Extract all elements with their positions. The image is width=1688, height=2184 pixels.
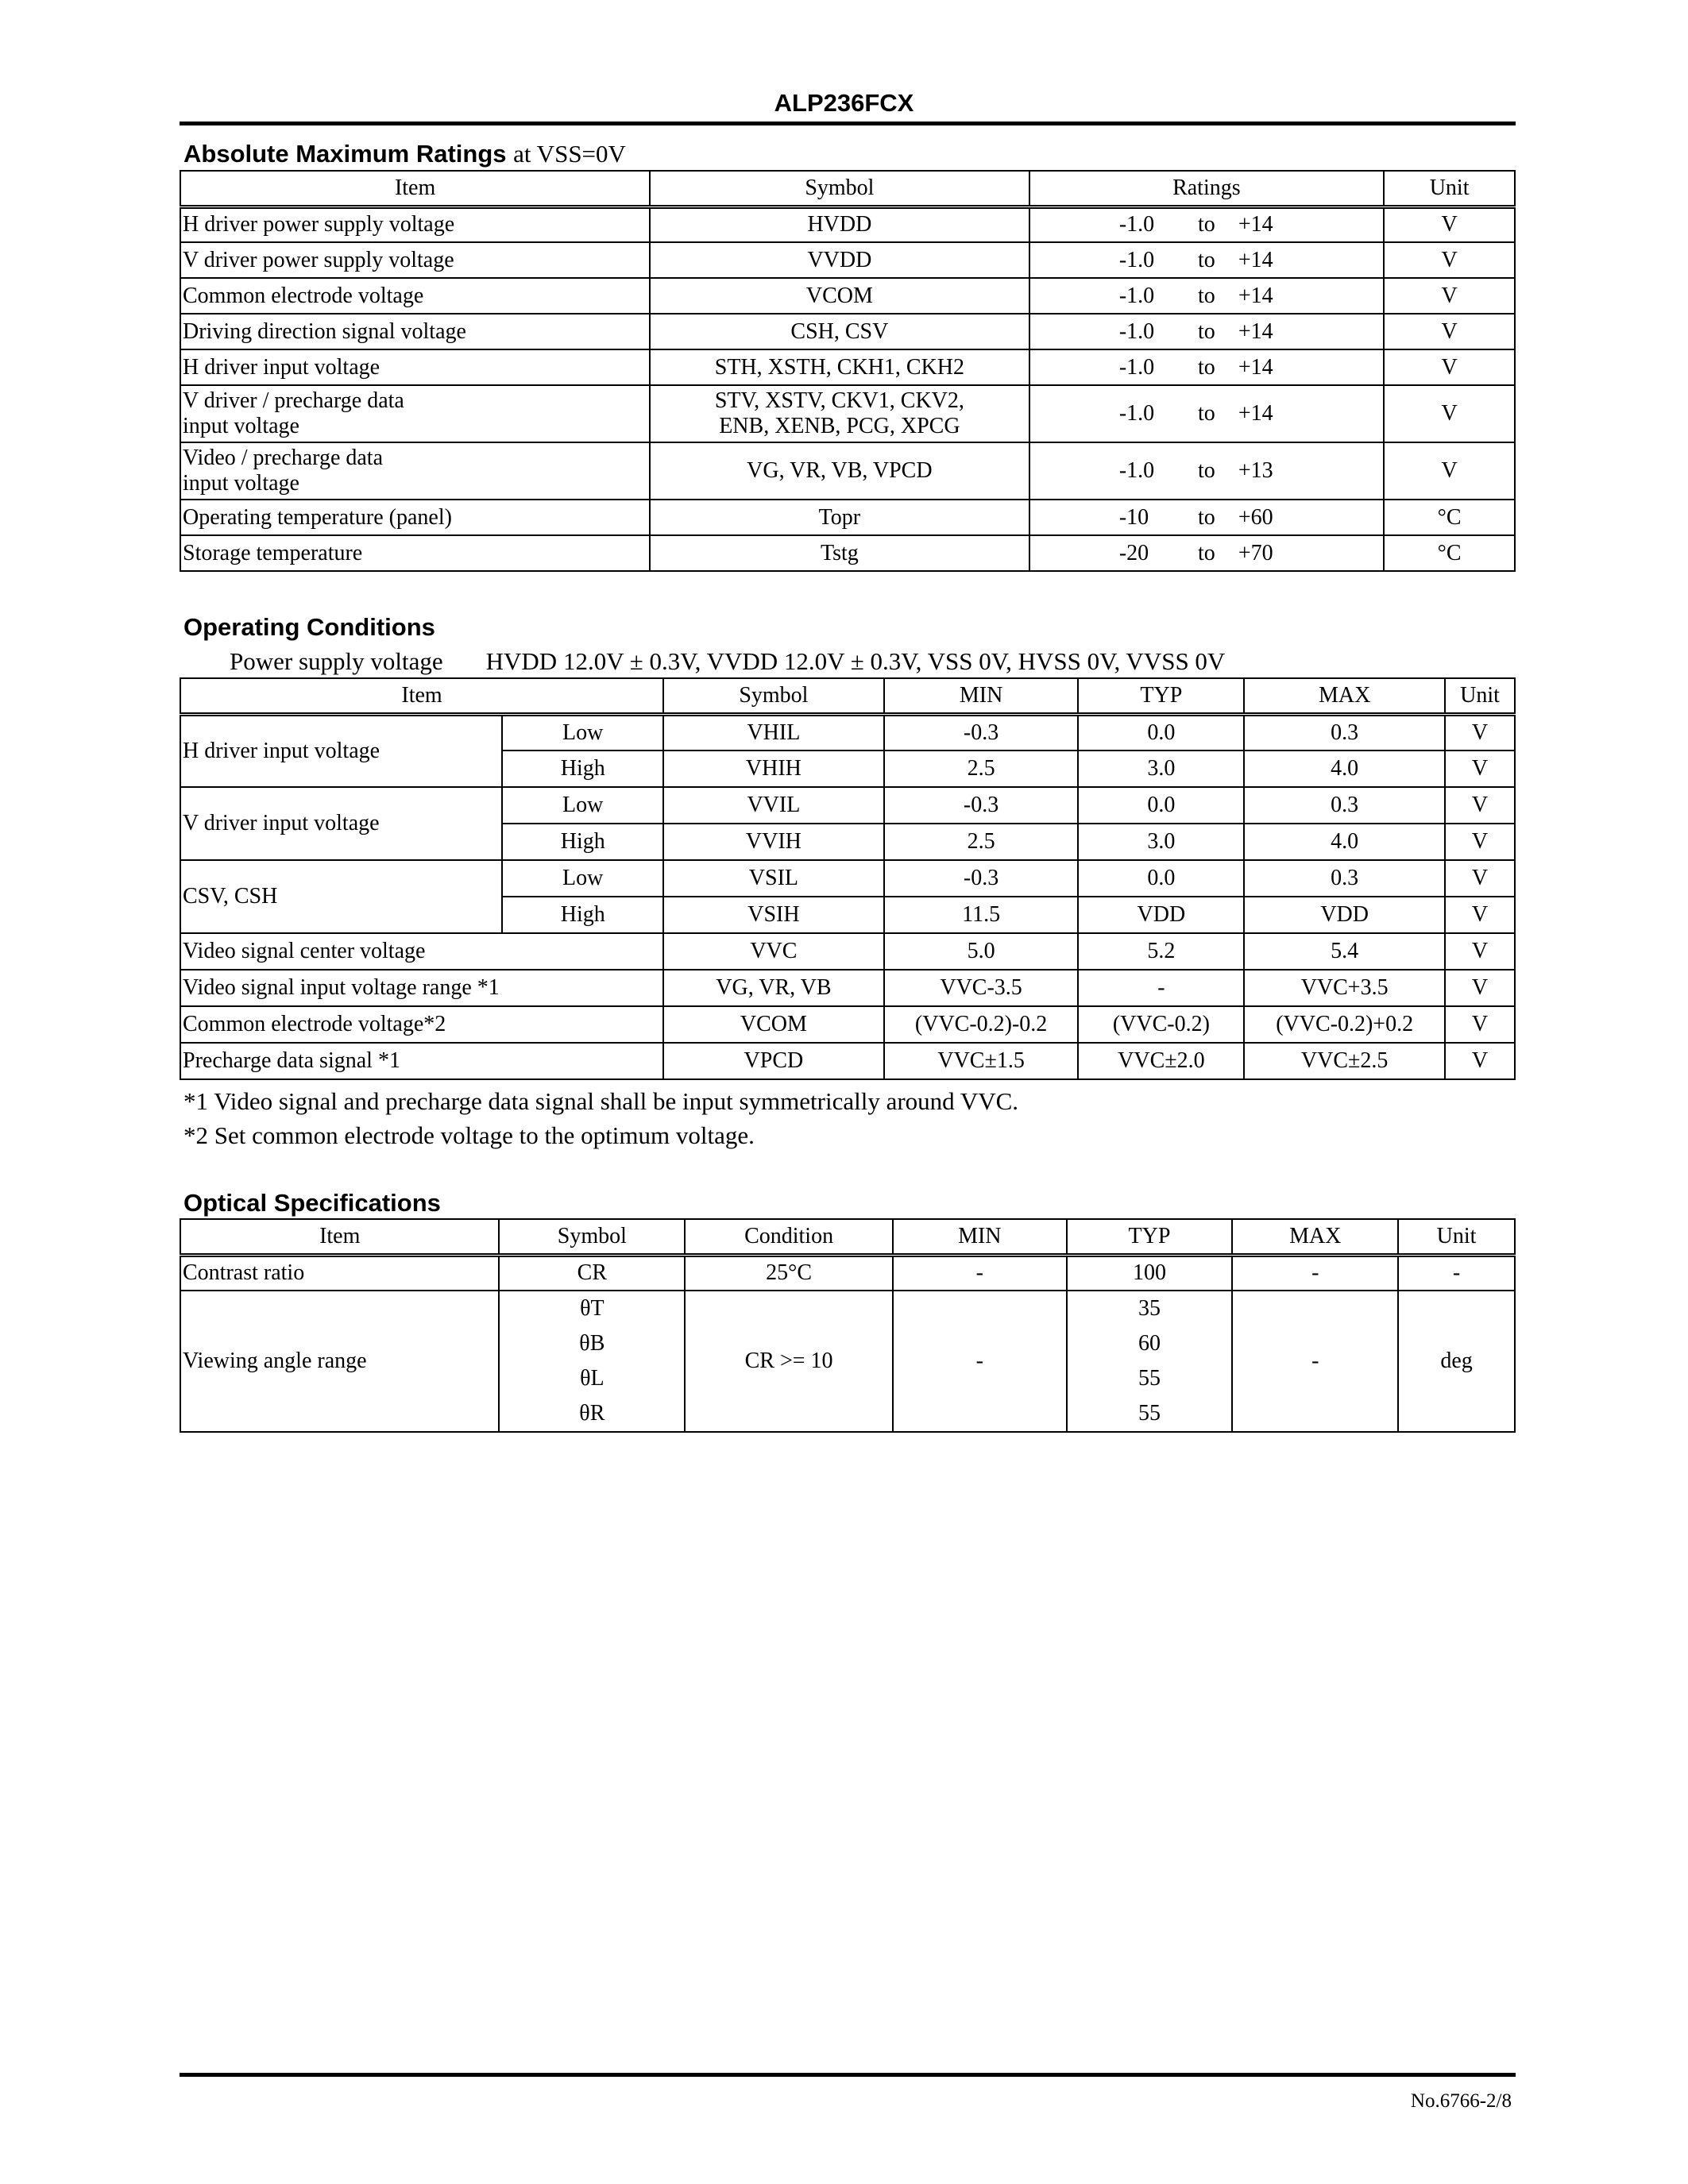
page-number: No.6766-2/8 <box>1410 2090 1512 2112</box>
abs-max-symbol: VVDD <box>650 242 1029 278</box>
rating-to: to <box>1197 458 1215 484</box>
abs-max-unit: V <box>1384 349 1515 385</box>
abs-max-symbol: STH, XSTH, CKH1, CKH2 <box>650 349 1029 385</box>
footnote-1: *1 Video signal and precharge data signal shall be input symmetrically around VVC. <box>183 1087 1019 1115</box>
operating-conditions-title: Operating Conditions <box>183 613 435 641</box>
abs-max-title: Absolute Maximum Ratings <box>183 140 507 168</box>
operating-unit: V <box>1445 933 1515 970</box>
operating-typ: VDD <box>1078 897 1244 933</box>
abs-max-rating <box>1029 278 1385 314</box>
abs-max-symbol: Tstg <box>650 535 1029 571</box>
abs-max-row <box>180 385 1515 442</box>
operating-typ: 5.2 <box>1078 933 1244 970</box>
operating-header-unit: Unit <box>1445 678 1515 714</box>
rating-to: to <box>1197 354 1215 380</box>
abs-max-symbol: HVDD <box>650 206 1029 242</box>
rating-min: -10 <box>1118 504 1149 530</box>
operating-level: High <box>502 751 663 787</box>
operating-min: 2.5 <box>884 751 1079 787</box>
abs-max-unit: V <box>1384 442 1515 500</box>
operating-item: Precharge data signal *1 <box>180 1043 663 1079</box>
operating-min: VVC-3.5 <box>884 970 1079 1006</box>
abs-max-item-line: input voltage <box>183 414 299 438</box>
contrast-typ: 100 <box>1067 1255 1233 1291</box>
operating-header-item: Item <box>180 678 663 714</box>
rating-max: +14 <box>1238 318 1273 344</box>
operating-conditions-table <box>180 677 1516 1080</box>
operating-min: -0.3 <box>884 714 1079 751</box>
viewing-condition: CR >= 10 <box>685 1291 893 1432</box>
abs-max-item <box>180 385 650 442</box>
viewing-symbol: θL <box>580 1366 605 1391</box>
operating-typ: 0.0 <box>1078 860 1244 897</box>
abs-max-unit: V <box>1384 278 1515 314</box>
operating-symbol: VPCD <box>663 1043 884 1079</box>
operating-row <box>180 933 1515 970</box>
rating-to: to <box>1197 247 1215 272</box>
viewing-typ-values <box>1067 1291 1233 1432</box>
rating-max: +70 <box>1238 540 1273 565</box>
operating-row <box>180 714 1515 751</box>
abs-max-symbol-line: STV, XSTV, CKV1, CKV2, <box>714 388 964 413</box>
viewing-symbol: θR <box>579 1401 605 1426</box>
operating-unit: V <box>1445 1006 1515 1043</box>
operating-unit: V <box>1445 1043 1515 1079</box>
operating-item: Video signal input voltage range *1 <box>180 970 663 1006</box>
abs-max-rating <box>1029 349 1385 385</box>
operating-typ: 0.0 <box>1078 787 1244 824</box>
abs-max-item: V driver power supply voltage <box>180 242 650 278</box>
operating-level: Low <box>502 787 663 824</box>
operating-item: Video signal center voltage <box>180 933 663 970</box>
operating-max: 0.3 <box>1244 787 1445 824</box>
viewing-min: - <box>893 1291 1067 1432</box>
viewing-symbols <box>499 1291 685 1432</box>
optical-header-min: MIN <box>893 1219 1067 1255</box>
operating-max: VVC+3.5 <box>1244 970 1445 1006</box>
abs-max-row <box>180 242 1515 278</box>
rating-to: to <box>1197 504 1215 530</box>
operating-item: H driver input voltage <box>180 714 502 787</box>
abs-max-table <box>180 170 1516 572</box>
optical-header-max: MAX <box>1232 1219 1398 1255</box>
operating-max: 0.3 <box>1244 714 1445 751</box>
abs-max-rating <box>1029 242 1385 278</box>
power-supply-line <box>230 647 1225 676</box>
viewing-max: - <box>1232 1291 1398 1432</box>
operating-item: Common electrode voltage*2 <box>180 1006 663 1043</box>
abs-max-item <box>180 442 650 500</box>
operating-typ: 3.0 <box>1078 751 1244 787</box>
operating-row <box>180 1043 1515 1079</box>
rating-min: -20 <box>1118 540 1149 565</box>
operating-unit: V <box>1445 714 1515 751</box>
operating-level: High <box>502 824 663 860</box>
operating-symbol: VVIL <box>663 787 884 824</box>
optical-header-row <box>180 1219 1515 1255</box>
operating-max: (VVC-0.2)+0.2 <box>1244 1006 1445 1043</box>
operating-max: 4.0 <box>1244 751 1445 787</box>
operating-level: High <box>502 897 663 933</box>
contrast-condition: 25°C <box>685 1255 893 1291</box>
contrast-max: - <box>1232 1255 1398 1291</box>
rating-min: -1.0 <box>1118 401 1155 426</box>
abs-max-section-title <box>183 140 626 168</box>
abs-max-rating <box>1029 535 1385 571</box>
abs-max-row <box>180 206 1515 242</box>
abs-max-header-symbol: Symbol <box>650 171 1029 206</box>
abs-max-item: Driving direction signal voltage <box>180 314 650 349</box>
viewing-typ: 35 <box>1138 1296 1161 1321</box>
rating-max: +14 <box>1238 401 1273 426</box>
operating-item: CSV, CSH <box>180 860 502 933</box>
abs-max-item-line: Video / precharge data <box>183 445 384 470</box>
operating-symbol: VHIL <box>663 714 884 751</box>
power-supply-label: Power supply voltage <box>230 647 443 675</box>
optical-header-typ: TYP <box>1067 1219 1233 1255</box>
operating-max: 4.0 <box>1244 824 1445 860</box>
operating-typ: 3.0 <box>1078 824 1244 860</box>
abs-max-symbol: Topr <box>650 500 1029 535</box>
optical-header-unit: Unit <box>1398 1219 1515 1255</box>
operating-min: (VVC-0.2)-0.2 <box>884 1006 1079 1043</box>
rating-max: +60 <box>1238 504 1273 530</box>
abs-max-row <box>180 442 1515 500</box>
operating-level: Low <box>502 860 663 897</box>
optical-header-condition: Condition <box>685 1219 893 1255</box>
operating-unit: V <box>1445 897 1515 933</box>
operating-header-symbol: Symbol <box>663 678 884 714</box>
top-rule <box>180 122 1516 125</box>
abs-max-rating <box>1029 385 1385 442</box>
abs-max-item: Common electrode voltage <box>180 278 650 314</box>
abs-max-item: Operating temperature (panel) <box>180 500 650 535</box>
abs-max-rating <box>1029 500 1385 535</box>
abs-max-row <box>180 500 1515 535</box>
operating-typ: VVC±2.0 <box>1078 1043 1244 1079</box>
abs-max-rating <box>1029 442 1385 500</box>
abs-max-rating <box>1029 314 1385 349</box>
abs-max-symbol: CSH, CSV <box>650 314 1029 349</box>
operating-unit: V <box>1445 824 1515 860</box>
operating-max: VVC±2.5 <box>1244 1043 1445 1079</box>
operating-symbol: VVIH <box>663 824 884 860</box>
viewing-item: Viewing angle range <box>180 1291 499 1432</box>
operating-row <box>180 860 1515 897</box>
abs-max-header-ratings: Ratings <box>1029 171 1385 206</box>
viewing-unit: deg <box>1398 1291 1515 1432</box>
operating-max: 0.3 <box>1244 860 1445 897</box>
contrast-symbol: CR <box>499 1255 685 1291</box>
rating-max: +14 <box>1238 283 1273 308</box>
abs-max-header-row <box>180 171 1515 206</box>
operating-symbol: VVC <box>663 933 884 970</box>
optical-header-symbol: Symbol <box>499 1219 685 1255</box>
operating-unit: V <box>1445 860 1515 897</box>
abs-max-item-line: input voltage <box>183 471 299 496</box>
rating-min: -1.0 <box>1118 212 1155 237</box>
abs-max-rating <box>1029 206 1385 242</box>
operating-header-max: MAX <box>1244 678 1445 714</box>
rating-max: +14 <box>1238 212 1273 237</box>
abs-max-unit: V <box>1384 314 1515 349</box>
operating-unit: V <box>1445 787 1515 824</box>
rating-min: -1.0 <box>1118 318 1155 344</box>
operating-symbol: VSIH <box>663 897 884 933</box>
operating-symbol: VCOM <box>663 1006 884 1043</box>
abs-max-unit: V <box>1384 206 1515 242</box>
operating-typ: (VVC-0.2) <box>1078 1006 1244 1043</box>
rating-to: to <box>1197 212 1215 237</box>
rating-min: -1.0 <box>1118 247 1155 272</box>
operating-header-row <box>180 678 1515 714</box>
contrast-unit: - <box>1398 1255 1515 1291</box>
operating-min: -0.3 <box>884 860 1079 897</box>
abs-max-unit: °C <box>1384 535 1515 571</box>
operating-header-min: MIN <box>884 678 1079 714</box>
rating-to: to <box>1197 401 1215 426</box>
rating-min: -1.0 <box>1118 458 1155 484</box>
optical-contrast-row <box>180 1255 1515 1291</box>
abs-max-row <box>180 314 1515 349</box>
abs-max-row <box>180 349 1515 385</box>
operating-header-typ: TYP <box>1078 678 1244 714</box>
abs-max-symbol-line: ENB, XENB, PCG, XPCG <box>719 414 960 438</box>
contrast-item: Contrast ratio <box>180 1255 499 1291</box>
rating-max: +14 <box>1238 247 1273 272</box>
abs-max-row <box>180 535 1515 571</box>
operating-row <box>180 970 1515 1006</box>
operating-max: 5.4 <box>1244 933 1445 970</box>
abs-max-item: Storage temperature <box>180 535 650 571</box>
power-supply-values: HVDD 12.0V ± 0.3V, VVDD 12.0V ± 0.3V, VSS 0V, HVSS 0V, VVSS 0V <box>485 647 1226 675</box>
rating-to: to <box>1197 283 1215 308</box>
abs-max-symbol <box>650 385 1029 442</box>
operating-unit: V <box>1445 751 1515 787</box>
optical-header-item: Item <box>180 1219 499 1255</box>
viewing-typ: 55 <box>1138 1401 1161 1426</box>
operating-min: 11.5 <box>884 897 1079 933</box>
optical-specifications-table <box>180 1218 1516 1433</box>
document-title: ALP236FCX <box>774 89 914 117</box>
operating-typ: 0.0 <box>1078 714 1244 751</box>
operating-unit: V <box>1445 970 1515 1006</box>
operating-row <box>180 1006 1515 1043</box>
abs-max-unit: °C <box>1384 500 1515 535</box>
abs-max-title-suffix: at VSS=0V <box>513 140 626 168</box>
rating-to: to <box>1197 318 1215 344</box>
operating-level: Low <box>502 714 663 751</box>
operating-typ: - <box>1078 970 1244 1006</box>
contrast-min: - <box>893 1255 1067 1291</box>
operating-symbol: VG, VR, VB <box>663 970 884 1006</box>
operating-min: -0.3 <box>884 787 1079 824</box>
rating-min: -1.0 <box>1118 354 1155 380</box>
operating-symbol: VSIL <box>663 860 884 897</box>
abs-max-unit: V <box>1384 385 1515 442</box>
abs-max-item-line: V driver / precharge data <box>183 388 404 413</box>
abs-max-item: H driver power supply voltage <box>180 206 650 242</box>
viewing-symbol: θT <box>580 1296 605 1321</box>
viewing-typ: 55 <box>1138 1366 1161 1391</box>
abs-max-item: H driver input voltage <box>180 349 650 385</box>
operating-min: 2.5 <box>884 824 1079 860</box>
operating-symbol: VHIH <box>663 751 884 787</box>
rating-min: -1.0 <box>1118 283 1155 308</box>
operating-min: 5.0 <box>884 933 1079 970</box>
operating-max: VDD <box>1244 897 1445 933</box>
viewing-typ: 60 <box>1138 1331 1161 1356</box>
operating-min: VVC±1.5 <box>884 1043 1079 1079</box>
abs-max-symbol: VCOM <box>650 278 1029 314</box>
optical-specifications-title: Optical Specifications <box>183 1189 441 1217</box>
footnote-2: *2 Set common electrode voltage to the optimum voltage. <box>183 1121 755 1149</box>
abs-max-row <box>180 278 1515 314</box>
abs-max-unit: V <box>1384 242 1515 278</box>
operating-row <box>180 787 1515 824</box>
operating-item: V driver input voltage <box>180 787 502 860</box>
bottom-rule <box>180 2073 1516 2077</box>
rating-max: +13 <box>1238 458 1273 484</box>
optical-viewing-row <box>180 1291 1515 1432</box>
abs-max-symbol: VG, VR, VB, VPCD <box>650 442 1029 500</box>
rating-to: to <box>1197 540 1215 565</box>
viewing-symbol: θB <box>579 1331 605 1356</box>
abs-max-header-item: Item <box>180 171 650 206</box>
rating-max: +14 <box>1238 354 1273 380</box>
abs-max-header-unit: Unit <box>1384 171 1515 206</box>
